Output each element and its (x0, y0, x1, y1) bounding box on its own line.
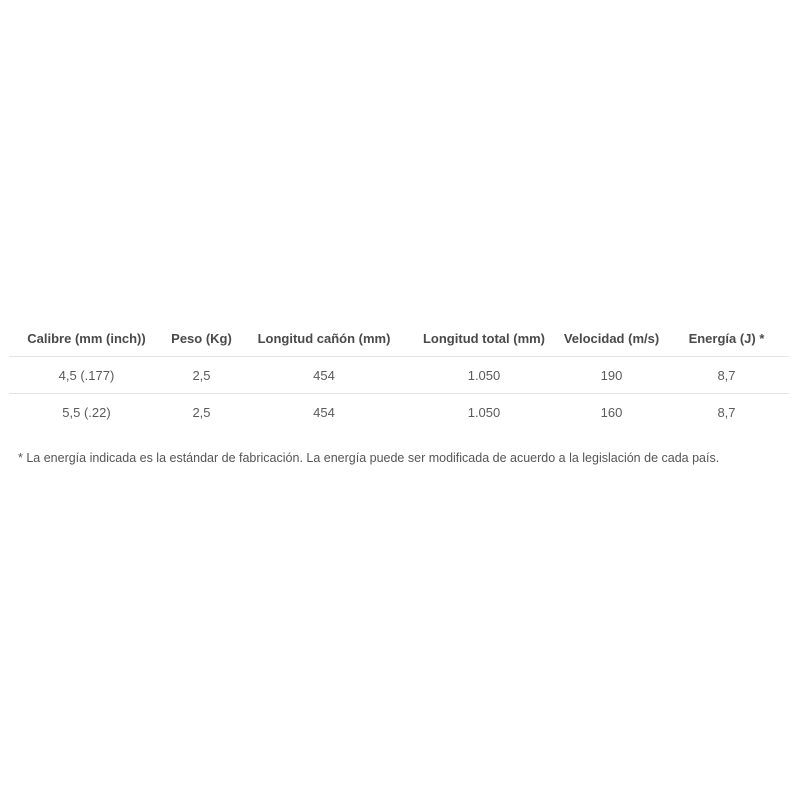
cell-calibre: 5,5 (.22) (62, 404, 111, 420)
header-velocidad: Velocidad (m/s) (559, 320, 664, 357)
cell-longitud-total: 1.050 (467, 404, 501, 420)
cell-longitud-canon: 454 (239, 357, 409, 394)
cell-velocidad: 160 (600, 404, 623, 420)
table-row (9, 394, 789, 431)
table-row (9, 357, 789, 394)
cell-calibre: 4,5 (.177) (9, 357, 164, 394)
energy-footnote: * La energía indicada es la estándar de fabricación. La energía puede ser modificada de acuerdo a la legislación de cada país. (18, 451, 720, 465)
cell-longitud-total: 1.050 (409, 357, 559, 394)
cell-velocidad: 190 (559, 357, 664, 394)
cell-peso: 2,5 (192, 404, 211, 420)
spec-table-container (9, 320, 789, 430)
cell-peso: 2,5 (164, 357, 239, 394)
cell-energia: 8,7 (664, 357, 789, 394)
spec-table (9, 320, 789, 430)
header-energia: Energía (J) * (664, 320, 789, 357)
header-longitud-canon: Longitud cañón (mm) (239, 320, 409, 357)
header-calibre: Calibre (mm (inch)) (9, 320, 164, 357)
header-peso: Peso (Kg) (164, 320, 239, 357)
header-longitud-total: Longitud total (mm) (409, 320, 559, 357)
cell-longitud-canon: 454 (313, 404, 335, 420)
cell-energia: 8,7 (717, 404, 736, 420)
table-header-row (9, 320, 789, 357)
